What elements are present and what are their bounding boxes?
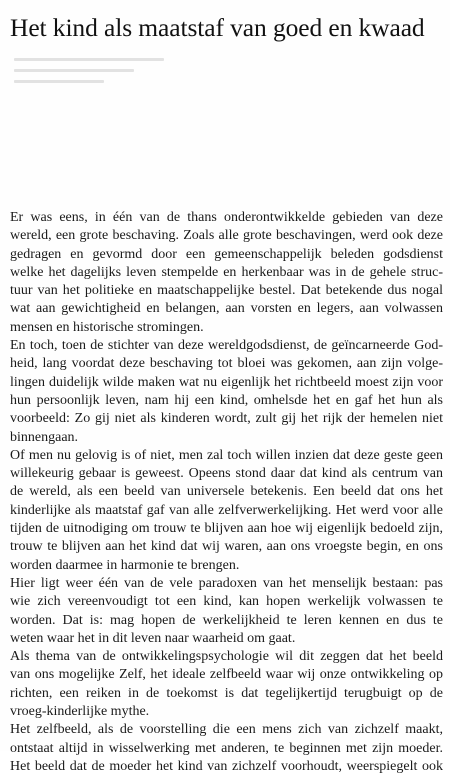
- text-line: Het zelfbeeld, als de voorstelling die een mens zich van zichzelf maakt,: [10, 722, 443, 738]
- body-text: [10, 209, 443, 776]
- text-line: Of men nu gelovig is of niet, men zal toch willen inzien dat deze geste geen: [10, 447, 443, 463]
- text-line: gedragen en gevormd door een gemeenschappelijk beleden godsdienst: [10, 246, 443, 262]
- text-line: Hier ligt weer één van de vele paradoxen van het menselijk bestaan: pas: [10, 575, 443, 591]
- chapter-title: Het kind als maatstaf van goed en kwaad: [10, 13, 425, 42]
- text-line: de wereld, als een beeld van universele betekenis. Een beeld dat ons het: [10, 484, 443, 500]
- text-line: willekeurig gebaar is geweest. Opeens stond daar dat kind als centrum van: [10, 466, 443, 482]
- text-line: worden. Dat is: mag hopen de werkelijkheid te leren kennen en dus te: [10, 612, 443, 628]
- text-line: voorbeeld: Zo gij niet als kinderen wordt, zult gij het rijk der hemelen niet: [10, 411, 443, 427]
- text-line: welke het dagelijks leven stempelde en herkenbaar was in de gehele struc-: [10, 264, 443, 280]
- text-line: richten, een reiken in de toekomst is dat tegelijkertijd terugbuigt op de: [10, 685, 443, 701]
- text-line: Het beeld dat de moeder het kind van zichzelf voorhoudt, weerspiegelt ook: [10, 758, 443, 774]
- text-line: van ons mogelijke Zelf, het ideale zelfbeeld waar wij onze ontwikkeling op: [10, 667, 443, 683]
- text-line: binnengaan.: [10, 429, 79, 445]
- text-line: vroeg-kinderlijke mythe.: [10, 704, 150, 720]
- text-line: wat aan gewichtigheid en belangen, aan vorsten en legers, aan volwassen: [10, 301, 443, 317]
- show-through-text: [14, 58, 174, 91]
- text-line: wereld, een grote beschaving. Zoals alle grote beschavingen, werd ook deze: [10, 228, 443, 244]
- text-line: tuur van het politieke en maatschappelijke bestel. Dat betekende dus nogal: [10, 283, 443, 299]
- text-line: trouw te blijven aan het kind dat wij waren, aan ons vroegste begin, en ons: [10, 539, 443, 555]
- text-line: kinderlijke als maatstaf gaf van alle zelfverwerkelijking. Het werd voor alle: [10, 502, 443, 518]
- text-line: wie zich vereenvoudigt tot een kind, kan hopen werkelijk volwassen te: [10, 594, 443, 610]
- text-line: ontstaat altijd in wisselwerking met anderen, te beginnen met zijn moeder.: [10, 740, 443, 756]
- text-line: weten waar het in dit leven naar waarheid om gaat.: [10, 630, 296, 646]
- text-line: lingen duidelijk wilde maken wat nu eigenlijk het richtbeeld moest zijn voor: [10, 374, 443, 390]
- text-line: mensen en historische stromingen.: [10, 319, 204, 335]
- text-line: En toch, toen de stichter van deze wereldgodsdienst, de geïncarneerde God-: [10, 338, 443, 354]
- text-line: heid, lang voordat deze beschaving tot bloei was gekomen, aan zijn volge-: [10, 356, 443, 372]
- text-line: Als thema van de ontwikkelingspsychologie wil dit zeggen dat het beeld: [10, 649, 443, 665]
- text-line: worden daarmee in harmonie te brengen.: [10, 557, 240, 573]
- text-line: hun persoonlijk leven, nam hij een kind, omhelsde het en gaf het hun als: [10, 392, 443, 408]
- text-line: tijden de uitnodiging om trouw te blijven aan hoe wij eigenlijk bedoeld zijn,: [10, 521, 443, 537]
- text-line: Er was eens, in één van de thans onderontwikkelde gebieden van deze: [10, 210, 443, 225]
